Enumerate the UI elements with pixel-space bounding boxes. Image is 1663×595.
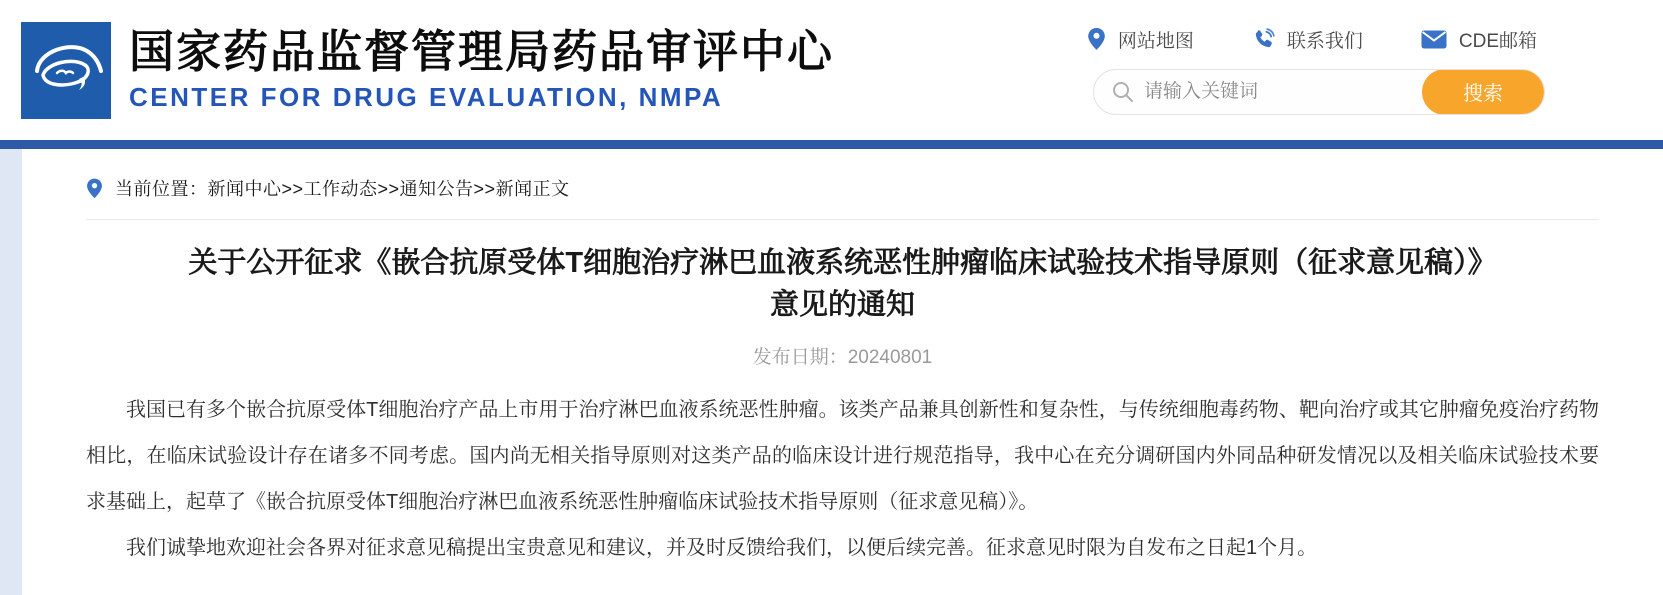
brand	[21, 22, 834, 119]
mail-icon	[1421, 30, 1447, 49]
sitemap-link[interactable]	[1087, 26, 1194, 53]
search-box	[1093, 69, 1545, 115]
site-header	[0, 0, 1663, 140]
quick-links	[1087, 26, 1545, 53]
mailbox-link[interactable]	[1421, 26, 1537, 53]
article-body	[86, 387, 1599, 571]
site-subtitle: CENTER FOR DRUG EVALUATION, NMPA	[129, 82, 724, 113]
header-right	[1087, 26, 1545, 115]
breadcrumb-pin-icon	[86, 177, 103, 200]
search-icon	[1112, 81, 1134, 103]
article-title: 关于公开征求《嵌合抗原受体T细胞治疗淋巴血液系统恶性肿瘤临床试验技术指导原则（征求意见稿）》意见的通知	[188, 247, 1497, 321]
location-pin-icon	[1087, 27, 1106, 51]
brand-text	[129, 27, 834, 114]
header-divider-bar	[0, 140, 1663, 149]
content-panel	[22, 149, 1663, 595]
search-input[interactable]	[1144, 70, 1422, 114]
fish-swirl-icon	[29, 33, 103, 108]
cde-logo	[21, 22, 111, 119]
breadcrumb-path[interactable]: 当前位置：新闻中心>>工作动态>>通知公告>>新闻正文	[115, 179, 570, 199]
sitemap-label: 网站地图	[1117, 30, 1194, 52]
article-paragraph: 我们诚挚地欢迎社会各界对征求意见稿提出宝贵意见和建议，并及时反馈给我们，以便后续完善。征求意见时限为自发布之日起1个月。	[126, 537, 1318, 559]
search-button[interactable]: 搜索	[1422, 69, 1544, 115]
phone-icon	[1252, 28, 1275, 51]
mailbox-label: CDE邮箱	[1458, 30, 1537, 52]
article-paragraph: 我国已有多个嵌合抗原受体T细胞治疗产品上市用于治疗淋巴血液系统恶性肿瘤。该类产品兼具创新性和复杂性，与传统细胞毒药物、靶向治疗或其它肿瘤免疫治疗药物相比，在临床试验设计存在诸多不同考虑。国内尚无相关指导原则对这类产品的临床设计进行规范指导，我中心在充分调研国内外同品种研发情况以及相关临床试验技术要求基础上，起草了《嵌合抗原受体T细胞治疗淋巴血液系统恶性肿瘤临床试验技术指导原则（征求意见稿）》。	[86, 399, 1599, 513]
publish-date: 发布日期：20240801	[752, 347, 933, 368]
contact-label: 联系我们	[1286, 30, 1363, 52]
content-background	[0, 149, 1663, 595]
contact-link[interactable]	[1252, 26, 1363, 53]
site-title: 国家药品监督管理局药品审评中心	[129, 25, 835, 77]
breadcrumb	[86, 149, 1599, 220]
